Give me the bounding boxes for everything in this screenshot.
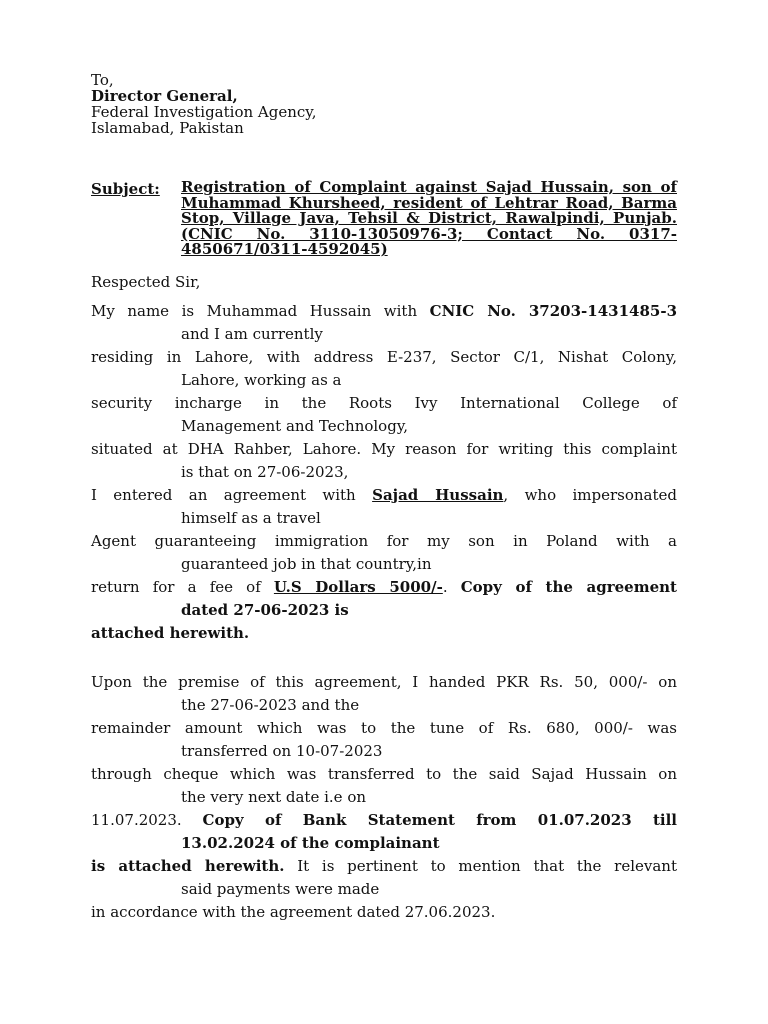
para2-line-10: said payments were made	[181, 880, 380, 898]
para1-line-4: Lahore, working as a	[181, 371, 342, 389]
fee-amount: U.S Dollars 5000/-	[273, 578, 443, 596]
para1-line-5: security incharge in the Roots Ivy International College of	[91, 394, 677, 412]
para2-line-8: 13.02.2024 of the complainant	[181, 834, 440, 852]
para1-line-2: and I am currently	[181, 325, 323, 343]
para1-line-7: situated at DHA Rahber, Lahore. My reason for writing this complaint	[91, 440, 677, 458]
para1-line-11: Agent guaranteeing immigration for my son in Poland with a	[91, 532, 677, 550]
para2-line-5: through cheque which was transferred to the said Sajad Hussain on	[91, 765, 677, 783]
para2-line-4: transferred on 10-07-2023	[181, 742, 383, 760]
address-city: Islamabad, Pakistan	[91, 119, 244, 137]
para1-line-10: himself as a travel	[181, 509, 321, 527]
para1-line-9: I entered an agreement with Sajad Hussain, who impersonated	[91, 486, 677, 504]
para2-line-11: in accordance with the agreement dated 27.06.2023.	[91, 903, 496, 921]
para1-line-6: Management and Technology,	[181, 417, 409, 435]
para1-line-3: residing in Lahore, with address E-237, Sector C/1, Nishat Colony,	[91, 348, 677, 366]
para1-line-8: is that on 27-06-2023,	[181, 463, 349, 481]
para2-line-6: the very next date i.e on	[181, 788, 367, 806]
para1-line-1: My name is Muhammad Hussain with CNIC No. 37203-1431485-3	[91, 302, 677, 320]
para2-line-9: is attached herewith. It is pertinent to mention that the relevant	[91, 857, 677, 875]
cnic-number: CNIC No. 37203-1431485-3	[429, 302, 677, 320]
address-block	[91, 72, 317, 136]
para1-line-13: return for a fee of U.S Dollars 5000/-. Copy of the agreement	[91, 578, 677, 596]
address-agency: Federal Investigation Agency,	[91, 103, 317, 121]
salutation: Respected Sir,	[91, 273, 201, 291]
para1-line-14: dated 27-06-2023 is	[181, 601, 349, 619]
address-recipient: Director General,	[91, 87, 238, 105]
para2-line-3: remainder amount which was to the tune of Rs. 680, 000/- was	[91, 719, 677, 737]
subject-label: Subject:	[91, 180, 160, 198]
para2-line-1: Upon the premise of this agreement, I handed PKR Rs. 50, 000/- on	[91, 673, 677, 691]
paragraph-2	[91, 671, 677, 924]
para1-line-15: attached herewith.	[91, 624, 250, 642]
para2-line-2: the 27-06-2023 and the	[181, 696, 360, 714]
address-to: To,	[91, 71, 114, 89]
paragraph-1	[91, 300, 677, 645]
para2-line-7: 11.07.2023. Copy of Bank Statement from 01.07.2023 till	[91, 811, 677, 829]
para1-line-12: guaranteed job in that country,in	[181, 555, 432, 573]
subject-text: Registration of Complaint against Sajad Hussain, son of Muhammad Khursheed, resident of Lehtrar Road, Barma Stop, Village Java, Tehsil & District, Rawalpindi, Punjab. (CNIC No. 3110-13050976-3; Contact No. 0317-4850671/0311-4592045)	[181, 178, 677, 258]
accused-name: Sajad Hussain	[372, 486, 504, 504]
